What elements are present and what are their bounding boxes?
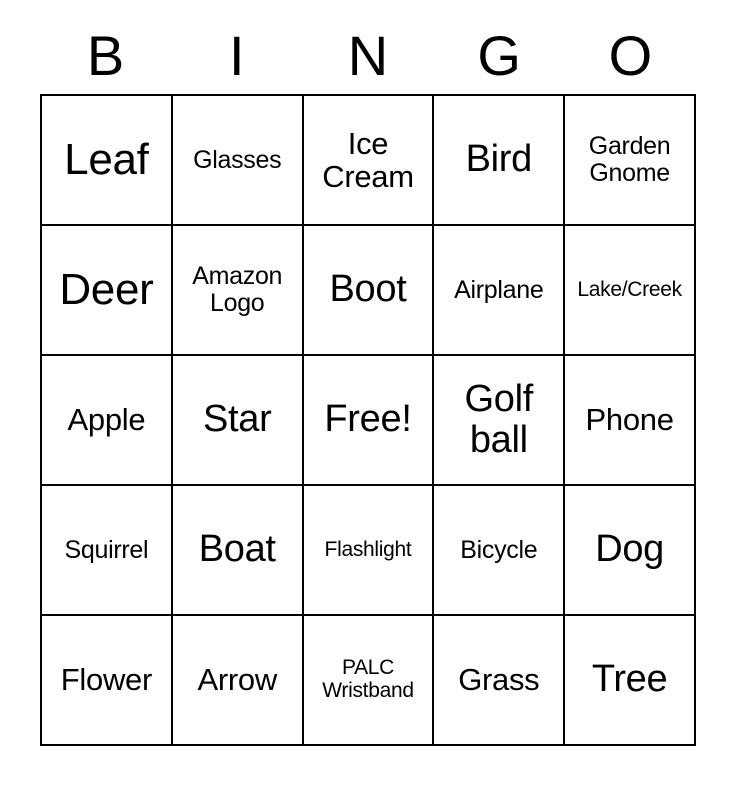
bingo-cell[interactable] (565, 96, 696, 226)
bingo-cell-label: Boat (198, 528, 276, 571)
bingo-cell[interactable] (42, 226, 173, 356)
bingo-cell[interactable] (42, 486, 173, 616)
bingo-cell-label: Airplane (454, 275, 544, 304)
bingo-cell-label: PALC Wristband (322, 656, 414, 702)
bingo-cell-free[interactable] (304, 356, 435, 486)
bingo-cell[interactable] (304, 486, 435, 616)
header-letter-n: N (347, 24, 389, 87)
bingo-cell-label: Boot (329, 268, 407, 311)
bingo-cell[interactable] (434, 616, 565, 746)
bingo-cell[interactable] (173, 226, 304, 356)
bingo-cell-label: Garden Gnome (588, 132, 671, 187)
bingo-cell[interactable] (42, 356, 173, 486)
bingo-cell-label: Bicycle (460, 535, 538, 564)
bingo-cell[interactable] (173, 96, 304, 226)
bingo-cell[interactable] (565, 486, 696, 616)
bingo-cell[interactable] (42, 96, 173, 226)
bingo-cell[interactable] (434, 96, 565, 226)
bingo-cell[interactable] (42, 616, 173, 746)
bingo-cell-label: Ice Cream (322, 125, 414, 194)
bingo-cell-label: Lake/Creek (577, 277, 682, 301)
bingo-header (40, 18, 696, 94)
bingo-cell[interactable] (565, 616, 696, 746)
bingo-cell[interactable] (304, 616, 435, 746)
bingo-cell[interactable] (173, 486, 304, 616)
bingo-cell-label: Arrow (197, 662, 277, 698)
bingo-cell[interactable] (173, 616, 304, 746)
bingo-cell-label: Golf ball (464, 377, 534, 461)
bingo-cell-label: Star (202, 398, 272, 441)
bingo-cell-label: Tree (591, 658, 668, 701)
bingo-cell[interactable] (304, 226, 435, 356)
bingo-cell-label: Glasses (193, 145, 282, 174)
header-letter-i: I (229, 24, 245, 87)
bingo-cell-label: Apple (67, 402, 146, 438)
bingo-cell-label: Free! (324, 398, 412, 441)
bingo-cell-label: Leaf (64, 135, 149, 185)
bingo-cell[interactable] (565, 356, 696, 486)
bingo-cell[interactable] (434, 226, 565, 356)
bingo-cell-label: Flashlight (324, 537, 412, 561)
header-letter-g: G (477, 24, 521, 87)
header-letter-b: B (86, 24, 125, 87)
bingo-cell-label: Amazon Logo (192, 262, 283, 317)
bingo-cell[interactable] (434, 356, 565, 486)
bingo-cell[interactable] (304, 96, 435, 226)
bingo-cell-label: Grass (458, 662, 540, 698)
bingo-cell-label: Phone (585, 402, 674, 438)
bingo-grid (40, 94, 696, 746)
bingo-cell[interactable] (565, 226, 696, 356)
bingo-cell-label: Dog (595, 528, 664, 571)
bingo-cell-label: Bird (465, 138, 532, 181)
bingo-cell[interactable] (434, 486, 565, 616)
bingo-cell-label: Deer (59, 265, 154, 315)
bingo-cell[interactable] (173, 356, 304, 486)
header-letter-o: O (608, 24, 653, 87)
bingo-cell-label: Flower (60, 662, 152, 698)
bingo-cell-label: Squirrel (64, 535, 149, 564)
